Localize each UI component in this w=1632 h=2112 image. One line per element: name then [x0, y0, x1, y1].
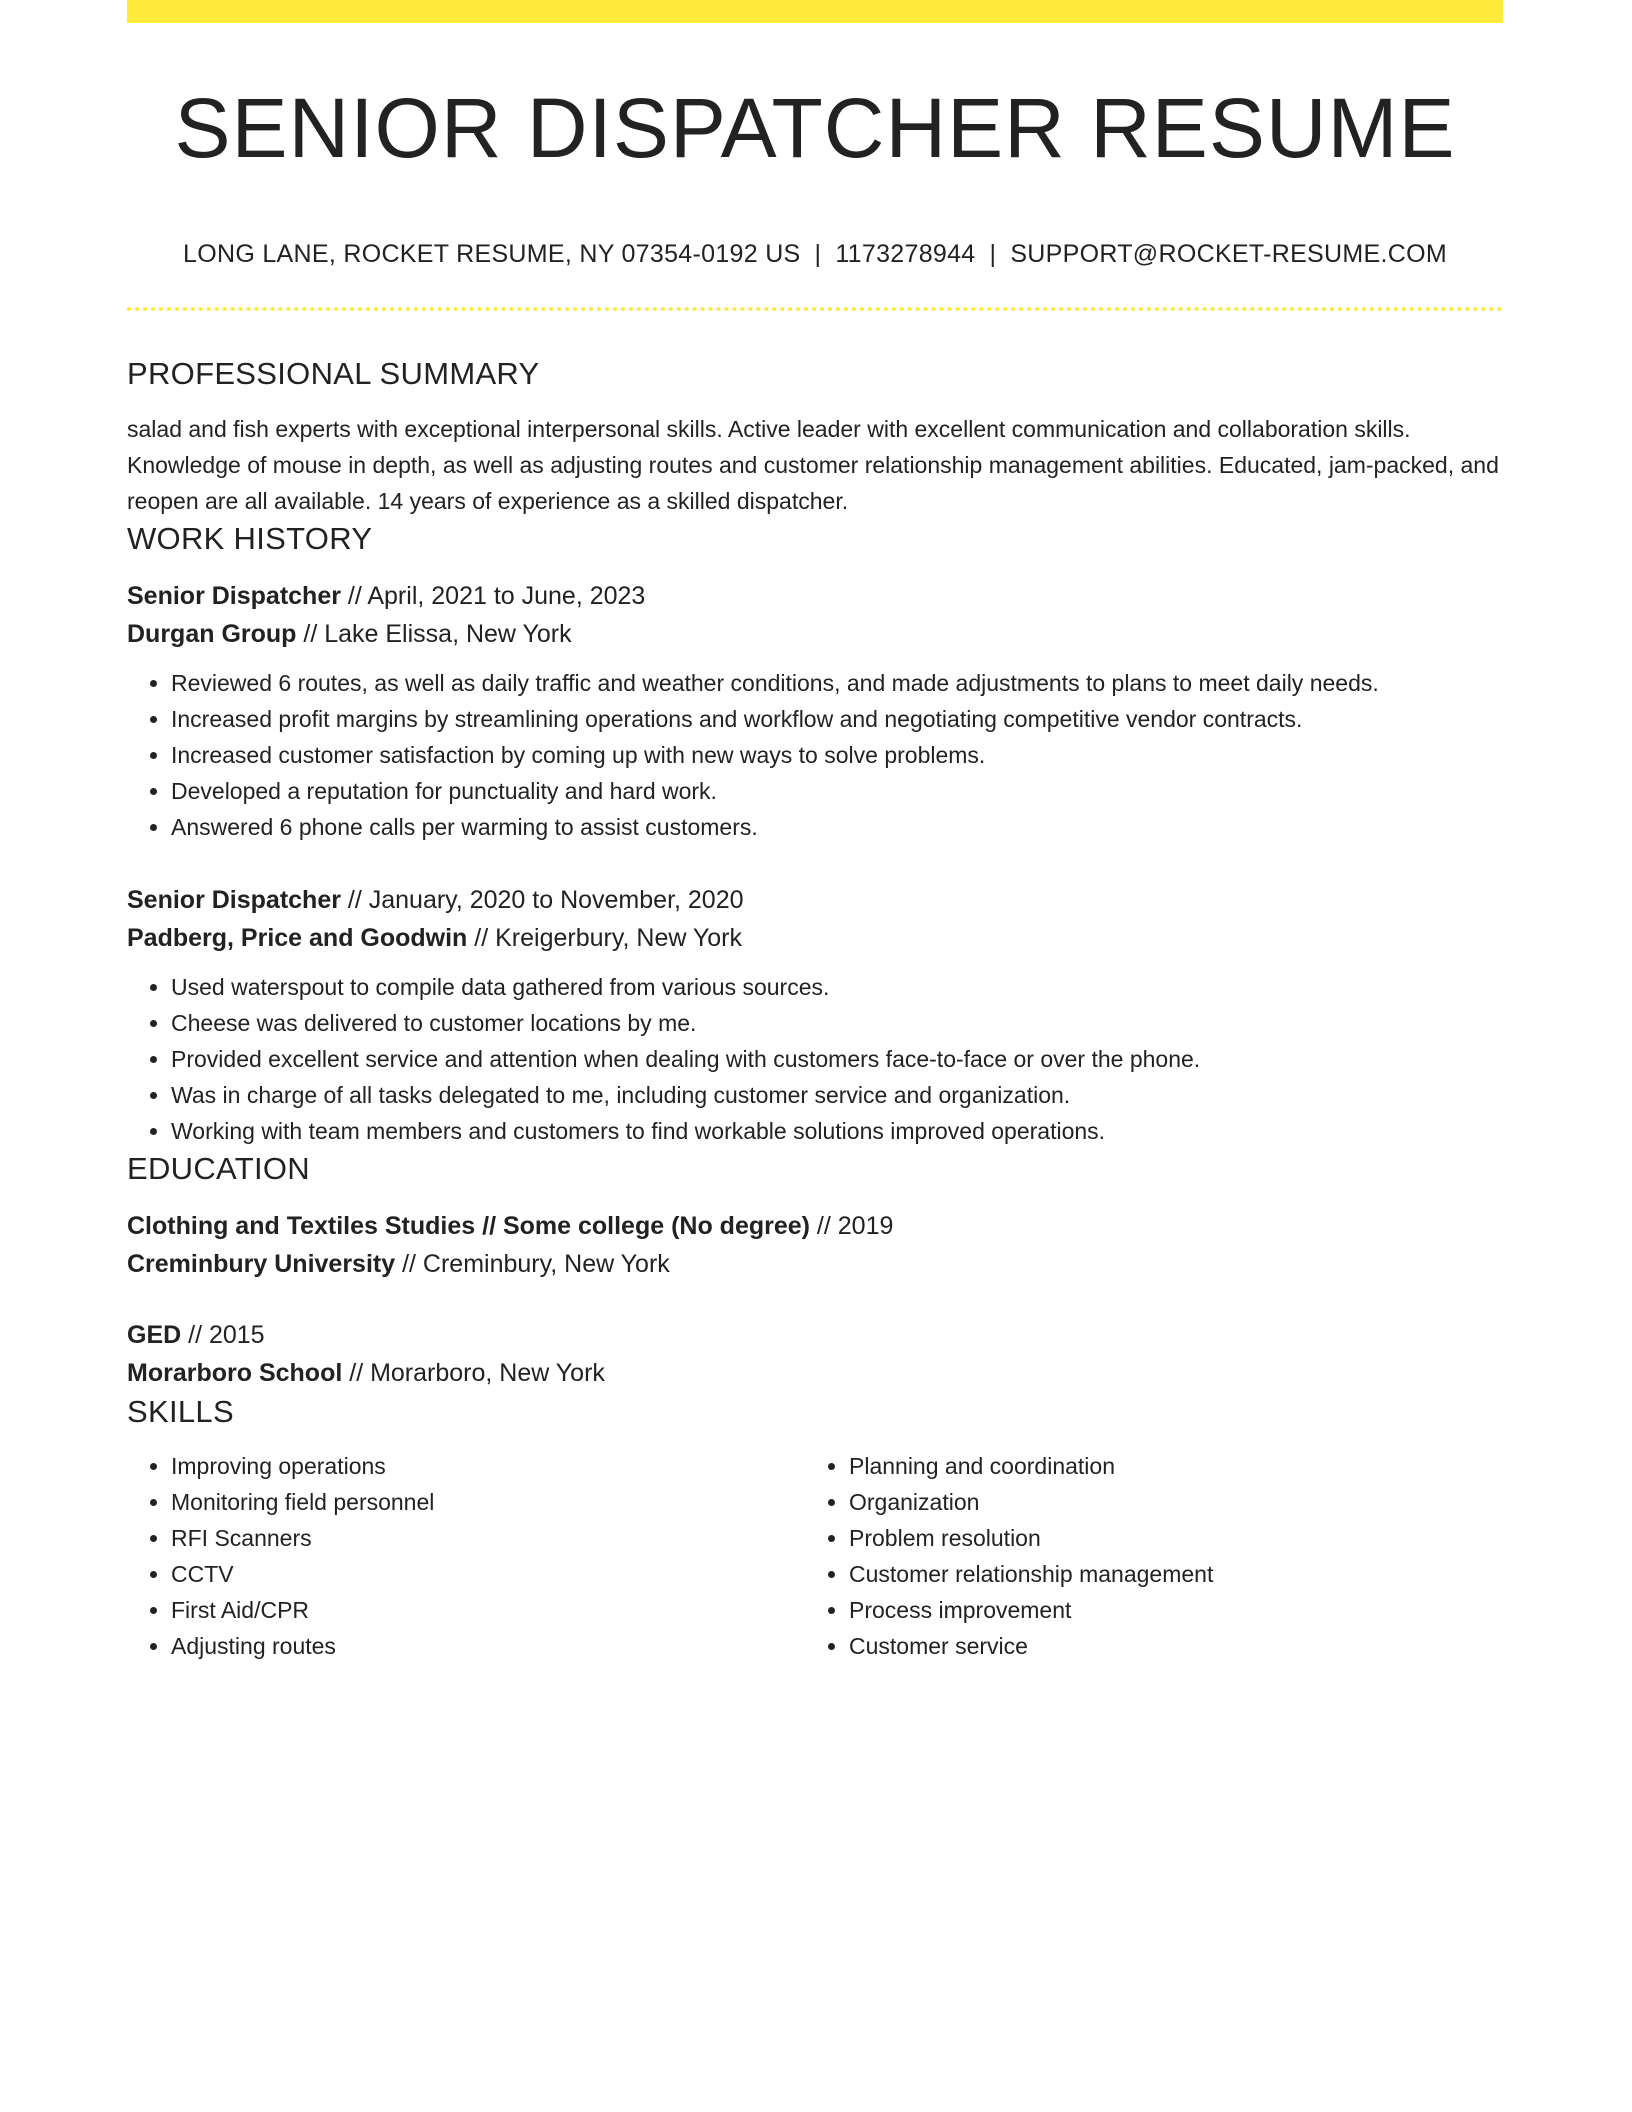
- education-degree: GED: [127, 1321, 182, 1349]
- list-item: • Reviewed 6 routes, as well as daily traffic and weather conditions, and made adjustments to plans to meet daily needs.: [171, 665, 1503, 701]
- job-title: Senior Dispatcher: [127, 886, 341, 914]
- dotted-divider: [127, 307, 1503, 311]
- summary-heading: PROFESSIONAL SUMMARY: [127, 356, 540, 391]
- job-company-line: [127, 615, 1503, 653]
- education-degree: Clothing and Textiles Studies // Some college (No degree): [127, 1212, 810, 1240]
- education-location: // Creminbury, New York: [395, 1250, 670, 1278]
- skill-item: • Process improvement: [849, 1592, 1483, 1628]
- education-school: Creminbury University: [127, 1250, 396, 1278]
- list-item: • Provided excellent service and attention when dealing with customers face-to-face or over the phone.: [171, 1041, 1503, 1077]
- skill-item: • Problem resolution: [849, 1520, 1483, 1556]
- list-item: • Used waterspout to compile data gathered from various sources.: [171, 969, 1503, 1005]
- summary-text: salad and fish experts with exceptional interpersonal skills. Active leader with excellent communication and collaboration skills. Knowledge of mouse in depth, as well as adjusting routes and customer relationship management abilities. Educated, jam-packed, and reopen are all available. 14 years of experience as a skilled dispatcher.: [127, 416, 1499, 514]
- job-title: Senior Dispatcher: [127, 582, 341, 610]
- job-location: // Kreigerbury, New York: [467, 924, 743, 952]
- job-title-line: [127, 881, 1503, 919]
- education-school-line: [127, 1354, 1503, 1392]
- education-year: // 2019: [809, 1212, 894, 1240]
- list-item: • Increased customer satisfaction by coming up with new ways to solve problems.: [171, 737, 1503, 773]
- job-location: // Lake Elissa, New York: [296, 620, 572, 648]
- education-school: Morarboro School: [127, 1359, 343, 1387]
- job-bullets: [127, 665, 1503, 845]
- list-item: • Developed a reputation for punctuality and hard work.: [171, 773, 1503, 809]
- job-entry: [127, 881, 1503, 1149]
- contact-phone: 1173278944: [835, 240, 976, 268]
- job-entry: [127, 577, 1503, 845]
- contact-address: LONG LANE, ROCKET RESUME, NY 07354-0192 US: [183, 240, 801, 268]
- skill-item: • Planning and coordination: [849, 1448, 1483, 1484]
- education-year: // 2015: [181, 1321, 265, 1349]
- job-title-line: [127, 577, 1503, 615]
- education-heading: EDUCATION: [127, 1151, 310, 1186]
- job-company: Durgan Group: [127, 620, 297, 648]
- job-bullets: [127, 969, 1503, 1149]
- skills-left-column: [127, 1448, 805, 1664]
- education-degree-line: [127, 1207, 1503, 1245]
- education-school-line: [127, 1245, 1503, 1283]
- skill-item: • CCTV: [171, 1556, 805, 1592]
- list-item: • Increased profit margins by streamlining operations and workflow and negotiating competitive vendor contracts.: [171, 701, 1503, 737]
- list-item: • Cheese was delivered to customer locations by me.: [171, 1005, 1503, 1041]
- accent-top-bar: [127, 0, 1503, 23]
- skill-item: • Improving operations: [171, 1448, 805, 1484]
- job-company-line: [127, 919, 1503, 957]
- resume-body: [127, 354, 1503, 1664]
- skills-right-column: [805, 1448, 1483, 1664]
- skills-heading: SKILLS: [127, 1394, 234, 1429]
- contact-separator: |: [814, 240, 822, 268]
- education-entry: [127, 1316, 1503, 1392]
- skill-item: • Monitoring field personnel: [171, 1484, 805, 1520]
- contact-email[interactable]: SUPPORT@ROCKET-RESUME.COM: [1010, 240, 1447, 268]
- list-item: • Answered 6 phone calls per warming to assist customers.: [171, 809, 1503, 845]
- skill-item: • RFI Scanners: [171, 1520, 805, 1556]
- contact-separator: |: [989, 240, 997, 268]
- education-location: // Morarboro, New York: [342, 1359, 605, 1387]
- skill-item: • First Aid/CPR: [171, 1592, 805, 1628]
- list-item: • Was in charge of all tasks delegated to me, including customer service and organization.: [171, 1077, 1503, 1113]
- work-history-heading: WORK HISTORY: [127, 521, 373, 556]
- skill-item: • Organization: [849, 1484, 1483, 1520]
- list-item: • Working with team members and customers to find workable solutions improved operations.: [171, 1113, 1503, 1149]
- skill-item: • Customer service: [849, 1628, 1483, 1664]
- skill-item: • Customer relationship management: [849, 1556, 1483, 1592]
- education-degree-line: [127, 1316, 1503, 1354]
- resume-title: SENIOR DISPATCHER RESUME: [174, 81, 1456, 175]
- education-entry: [127, 1207, 1503, 1283]
- job-company: Padberg, Price and Goodwin: [127, 924, 468, 952]
- job-dates: // April, 2021 to June, 2023: [340, 582, 646, 610]
- skill-item: • Adjusting routes: [171, 1628, 805, 1664]
- job-dates: // January, 2020 to November, 2020: [340, 886, 744, 914]
- skills-grid: [127, 1448, 1503, 1664]
- contact-line: [127, 236, 1503, 272]
